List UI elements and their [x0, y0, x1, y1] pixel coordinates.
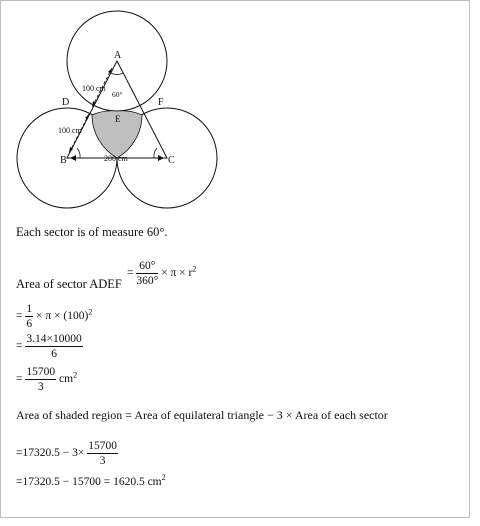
- angle-arc-a: [111, 73, 123, 74]
- label-len-ab-upper: 100 cm: [82, 84, 106, 93]
- step-1: = $\frac{1}{6}$ × $\pi \times (100)^2$: [16, 303, 93, 330]
- shaded-region-line: Area of shaded region = Area of equilateral triangle − 3 × Area of each sector: [16, 408, 388, 422]
- label-a: A: [114, 50, 122, 61]
- sector-measure-line: Each sector is of measure 60°.: [16, 225, 168, 239]
- geometry-figure: [0, 0, 240, 215]
- area-sector-formula: = $\frac{60^\circ}{360^\circ}$ × $\pi \times r^2$: [127, 260, 197, 287]
- label-len-ab-lower: 100 cm: [58, 126, 82, 135]
- label-angle-a: 60°: [112, 90, 123, 99]
- step-3: = $\frac{15700}{3}$ $cm^2$: [16, 366, 78, 393]
- label-b: B: [60, 155, 67, 166]
- label-e: E: [115, 114, 121, 124]
- area-sector-label: Area of sector ADEF: [16, 277, 122, 291]
- step-2: = $\frac{3.14\times 10000}{6}$: [16, 333, 82, 360]
- label-f: F: [158, 97, 164, 108]
- step-5: =17320.5 − 15700 = 1620.5 $cm^2$: [16, 473, 166, 488]
- step-4: =17320.5 − 3× $\frac{15700}{3}$: [16, 440, 117, 467]
- label-len-bc: 200 cm: [104, 154, 128, 163]
- label-d: D: [62, 97, 70, 108]
- angle-arc-c: [154, 148, 157, 158]
- angle-arc-b: [77, 148, 80, 158]
- label-c: C: [168, 155, 175, 166]
